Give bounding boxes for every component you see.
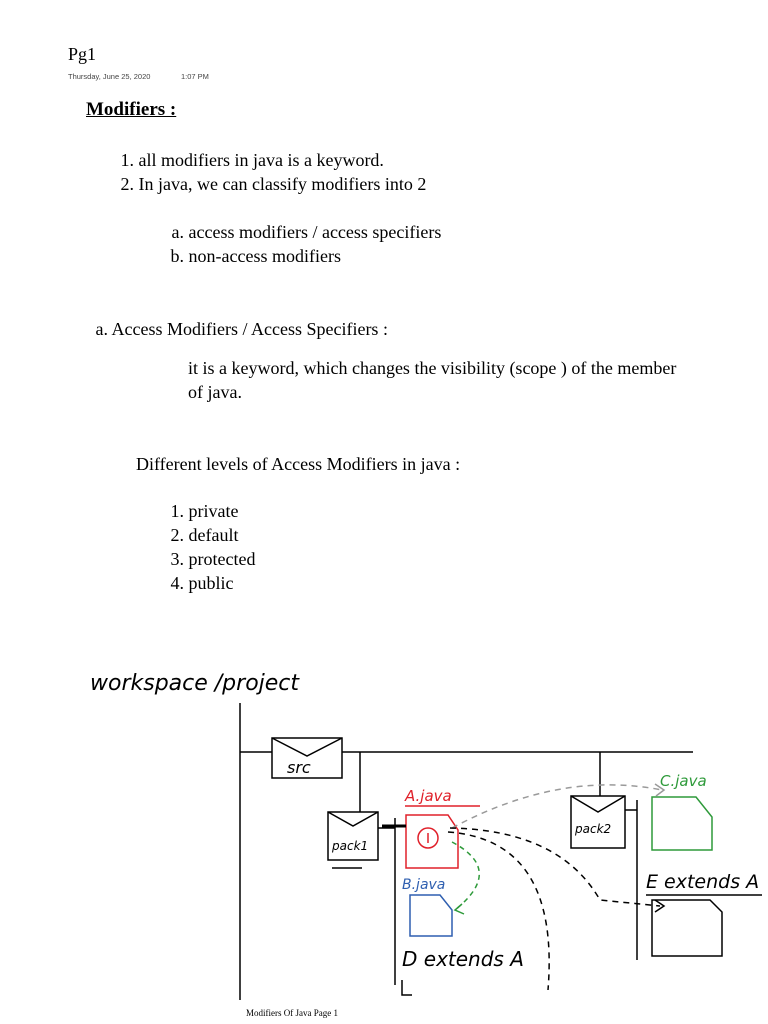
workspace-sketch [0,640,768,1000]
levels-item-2 [162,523,238,547]
list-marker: 3. [170,549,184,569]
a-java-file-icon [406,815,458,868]
a-to-b-arrowhead [455,904,464,914]
e-java-file-icon [652,900,722,956]
list-marker: 2. [170,525,184,545]
page-time: 1:07 PM [181,72,209,81]
list-text: public [188,573,234,593]
list-text: access modifiers / access specifiers [188,222,442,242]
list-marker: b. [170,246,184,266]
d-extends-a-label: D extends A [402,947,524,971]
section-a-title [86,317,388,341]
list-text: In java, we can classify modifiers into 2 [138,174,427,194]
list-text: protected [188,549,256,569]
levels-title: Different levels of Access Modifiers in java : [136,454,461,474]
d-file-corner [402,980,412,995]
list-text: private [188,501,239,521]
page-date: Thursday, June 25, 2020 [68,72,151,81]
a-to-c-arrow [452,785,662,828]
list-marker: 4. [170,573,184,593]
b-java-file-icon [410,895,452,936]
list-marker: a. [95,319,108,339]
list-marker: 1. [120,150,134,170]
list-text: non-access modifiers [188,246,341,266]
section-a-title-text: Access Modifiers / Access Specifiers : [111,319,388,339]
e-extends-a-label: E extends A [646,871,760,893]
levels-item-4 [162,571,234,595]
list-marker: 1. [170,501,184,521]
workspace-label: workspace /project [90,671,300,696]
list-marker: 2. [120,174,134,194]
section-heading: Modifiers : [86,99,177,120]
b-java-label: B.java [402,877,446,893]
list-text: all modifiers in java is a keyword. [138,150,384,170]
section-a-description-line2: of java. [188,382,242,402]
list-text: default [188,525,239,545]
a-to-e-arrow [450,828,660,906]
pack2-folder-icon [571,796,625,848]
pack2-label: pack2 [575,822,612,836]
page-footer: Modifiers Of Java Page 1 [246,1008,338,1018]
sub-list-item-b [162,244,341,268]
sub-list-item-a [162,220,441,244]
c-java-file-icon [652,797,712,850]
list-marker: a. [171,222,184,242]
a-java-label: A.java [405,787,452,805]
src-label: src [287,758,311,777]
section-a-description-line1: it is a keyword, which changes the visibility (scope ) of the member [188,358,677,378]
page-title: Pg1 [68,44,97,64]
pack1-label: pack1 [332,839,369,853]
intro-list-item-1 [112,148,384,172]
levels-item-3 [162,547,255,571]
src-folder-icon [272,738,342,778]
pack1-folder-icon [328,812,378,860]
intro-list-item-2 [112,172,426,196]
levels-item-1 [162,499,238,523]
c-java-label: C.java [660,772,707,790]
